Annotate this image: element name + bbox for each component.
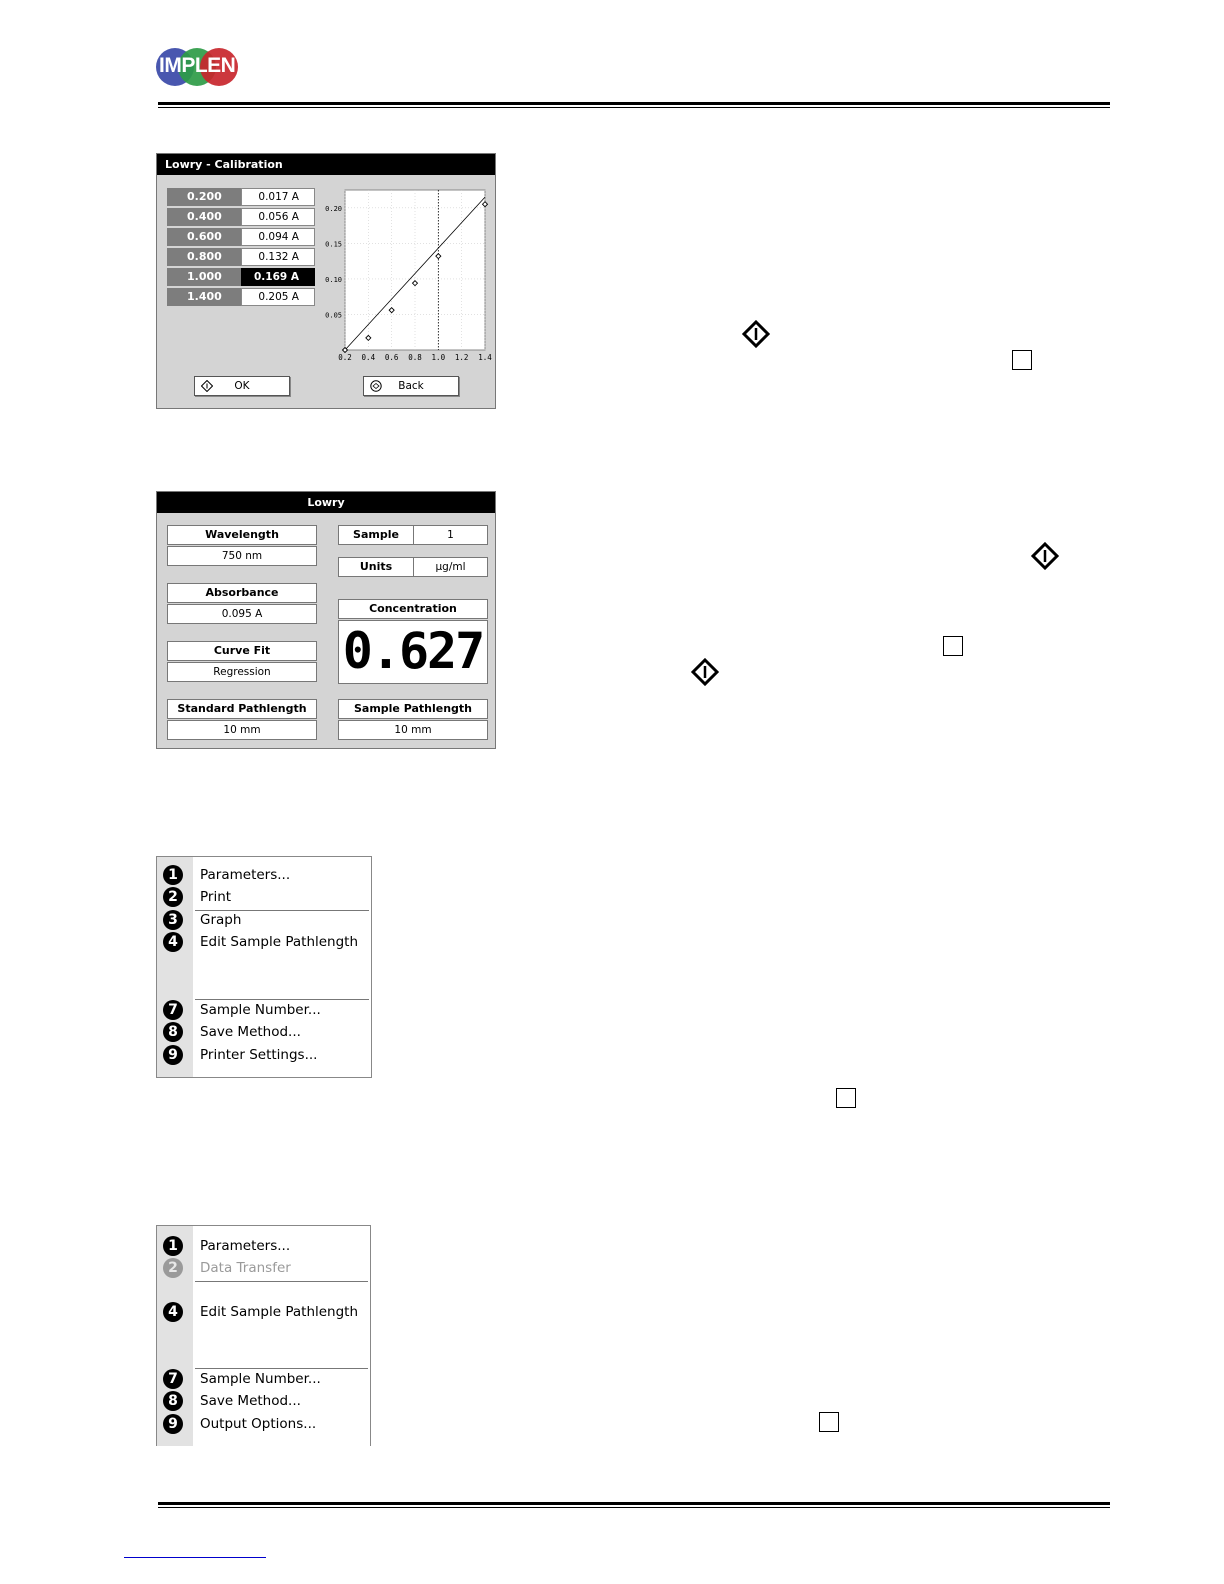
menu-item-data-transfer bbox=[157, 1257, 370, 1279]
number-1-icon: 1 bbox=[163, 865, 183, 885]
menu-item-label: Sample Number... bbox=[200, 1371, 321, 1387]
menu-item-save-method[interactable] bbox=[157, 1021, 371, 1043]
calibration-row[interactable] bbox=[167, 288, 315, 306]
logo-text: IMPLEN bbox=[159, 54, 236, 77]
sample-label: Sample bbox=[338, 525, 414, 545]
options-menu-alternate bbox=[156, 1225, 371, 1446]
number-8-icon: 8 bbox=[163, 1391, 183, 1411]
standard-pathlength-label: Standard Pathlength bbox=[167, 699, 317, 719]
menu-item-print[interactable] bbox=[157, 886, 371, 908]
absorbance-value: 0.094 A bbox=[241, 228, 315, 246]
calibration-row[interactable] bbox=[167, 228, 315, 246]
number-2-icon: 2 bbox=[163, 887, 183, 907]
menu-item-parameters[interactable] bbox=[157, 864, 371, 886]
x-tick-label: 0.2 bbox=[338, 353, 352, 362]
menu-item-label: Output Options... bbox=[200, 1416, 317, 1432]
square-key-icon bbox=[836, 1088, 856, 1108]
number-8-icon: 8 bbox=[163, 1022, 183, 1042]
y-tick-label: 0.15 bbox=[325, 240, 342, 249]
x-tick-label: 0.8 bbox=[408, 353, 422, 362]
menu-item-printer-settings[interactable] bbox=[157, 1044, 371, 1066]
ok-label: OK bbox=[234, 380, 250, 392]
options-menu bbox=[156, 856, 372, 1078]
menu-item-label: Data Transfer bbox=[200, 1260, 291, 1276]
menu-item-label: Edit Sample Pathlength bbox=[200, 934, 359, 950]
menu-item-label: Graph bbox=[200, 912, 242, 928]
ok-button[interactable] bbox=[194, 376, 290, 396]
menu-item-save-method[interactable] bbox=[157, 1390, 370, 1412]
diamond-key-icon bbox=[691, 658, 719, 686]
x-tick-label: 1.2 bbox=[454, 353, 469, 362]
menu-item-label: Edit Sample Pathlength bbox=[200, 1304, 359, 1320]
menu-item-label: Parameters... bbox=[200, 1238, 291, 1254]
menu-item-graph[interactable] bbox=[157, 909, 371, 931]
menu-item-label: Sample Number... bbox=[200, 1002, 321, 1018]
standard-value: 1.000 bbox=[167, 268, 241, 286]
concentration-label: Concentration bbox=[338, 599, 488, 619]
number-3-icon: 3 bbox=[163, 910, 183, 930]
menu-item-edit-sample-pathlength[interactable] bbox=[157, 931, 371, 953]
absorbance-value: 0.132 A bbox=[241, 248, 315, 266]
absorbance-value: 0.095 A bbox=[167, 604, 317, 624]
standard-value: 0.800 bbox=[167, 248, 241, 266]
standard-value: 0.200 bbox=[167, 188, 241, 206]
absorbance-value: 0.017 A bbox=[241, 188, 315, 206]
standard-pathlength-value: 10 mm bbox=[167, 720, 317, 740]
x-tick-label: 1.4 bbox=[478, 353, 492, 362]
result-title: Lowry bbox=[157, 492, 495, 513]
result-screen bbox=[156, 491, 496, 749]
number-1-icon: 1 bbox=[163, 1236, 183, 1256]
calibration-row[interactable] bbox=[167, 208, 315, 226]
standard-value: 1.400 bbox=[167, 288, 241, 306]
menu-item-label: Print bbox=[200, 889, 232, 905]
menu-item-edit-sample-pathlength[interactable] bbox=[157, 1301, 370, 1323]
menu-item-parameters[interactable] bbox=[157, 1235, 370, 1257]
absorbance-value: 0.056 A bbox=[241, 208, 315, 226]
curve-fit-label: Curve Fit bbox=[167, 641, 317, 661]
units-value: µg/ml bbox=[413, 557, 488, 577]
sample-pathlength-value: 10 mm bbox=[338, 720, 488, 740]
wavelength-value: 750 nm bbox=[167, 546, 317, 566]
implen-logo bbox=[156, 48, 240, 88]
absorbance-label: Absorbance bbox=[167, 583, 317, 603]
square-key-icon bbox=[819, 1412, 839, 1432]
x-tick-label: 0.6 bbox=[384, 353, 399, 362]
diamond-key-icon bbox=[1031, 542, 1059, 570]
menu-item-label: Save Method... bbox=[200, 1024, 301, 1040]
number-2-icon: 2 bbox=[163, 1258, 183, 1278]
x-tick-label: 0.4 bbox=[361, 353, 376, 362]
x-tick-label: 1.0 bbox=[431, 353, 446, 362]
standard-value: 0.600 bbox=[167, 228, 241, 246]
number-9-icon: 9 bbox=[163, 1045, 183, 1065]
calibration-chart bbox=[325, 184, 493, 370]
units-label: Units bbox=[338, 557, 414, 577]
menu-item-sample-number[interactable] bbox=[157, 1368, 370, 1390]
calibration-screen bbox=[156, 153, 496, 409]
square-key-icon bbox=[943, 636, 963, 656]
sample-pathlength-label: Sample Pathlength bbox=[338, 699, 488, 719]
calibration-row-selected[interactable] bbox=[167, 268, 315, 286]
calibration-row[interactable] bbox=[167, 248, 315, 266]
menu-item-output-options[interactable] bbox=[157, 1413, 370, 1435]
number-9-icon: 9 bbox=[163, 1414, 183, 1434]
back-label: Back bbox=[398, 380, 424, 392]
menu-item-label: Save Method... bbox=[200, 1393, 301, 1409]
y-tick-label: 0.05 bbox=[325, 311, 342, 320]
menu-item-label: Parameters... bbox=[200, 867, 291, 883]
y-tick-label: 0.20 bbox=[325, 204, 342, 213]
back-button[interactable] bbox=[363, 376, 459, 396]
absorbance-value-selected: 0.169 A bbox=[241, 268, 315, 286]
wavelength-label: Wavelength bbox=[167, 525, 317, 545]
number-4-icon: 4 bbox=[163, 932, 183, 952]
footer-rule bbox=[158, 1502, 1110, 1508]
y-tick-label: 0.10 bbox=[325, 275, 342, 284]
number-7-icon: 7 bbox=[163, 1000, 183, 1020]
header-rule bbox=[158, 102, 1110, 108]
number-7-icon: 7 bbox=[163, 1369, 183, 1389]
menu-separator bbox=[195, 1281, 368, 1282]
sample-value: 1 bbox=[413, 525, 488, 545]
number-4-icon: 4 bbox=[163, 1302, 183, 1322]
calibration-row[interactable] bbox=[167, 188, 315, 206]
menu-item-sample-number[interactable] bbox=[157, 999, 371, 1021]
absorbance-value: 0.205 A bbox=[241, 288, 315, 306]
curve-fit-value: Regression bbox=[167, 662, 317, 682]
square-key-icon bbox=[1012, 350, 1032, 370]
standard-value: 0.400 bbox=[167, 208, 241, 226]
calibration-title: Lowry - Calibration bbox=[157, 154, 495, 175]
footer-link-underline bbox=[124, 1557, 266, 1558]
menu-item-label: Printer Settings... bbox=[200, 1047, 318, 1063]
diamond-key-icon bbox=[742, 320, 770, 348]
concentration-value: 0.627 bbox=[338, 620, 488, 684]
